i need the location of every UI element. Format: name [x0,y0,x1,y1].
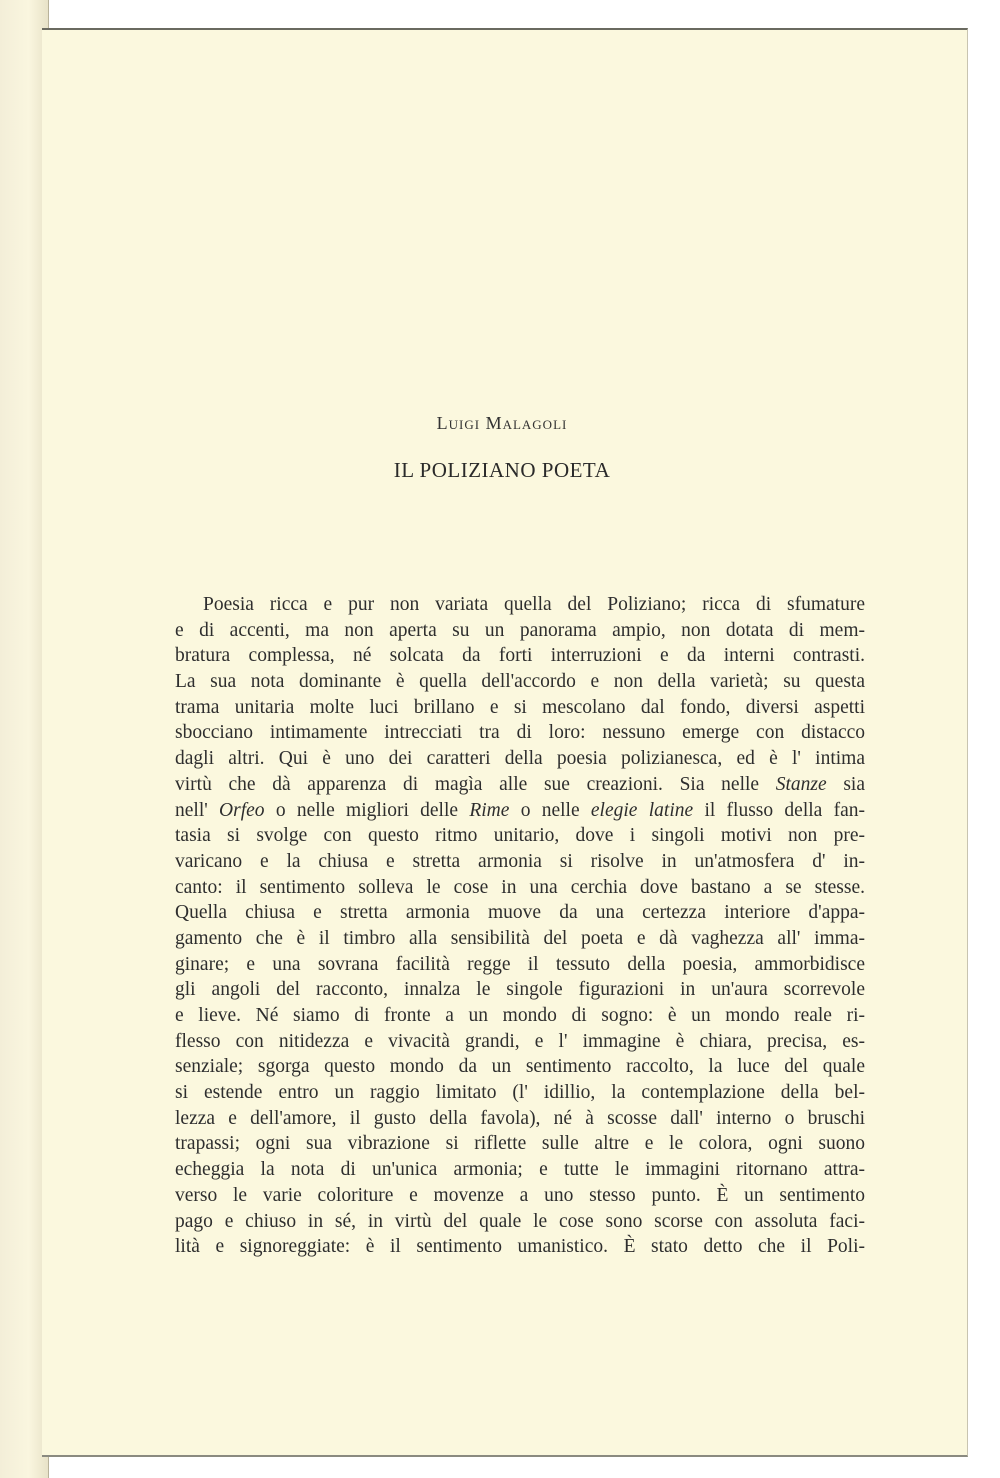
text-line [175,798,865,824]
text-line [175,1234,865,1260]
author-name: Luigi Malagoli [436,413,568,433]
text-line [175,1209,865,1235]
text-line-content: Poesia ricca e pur non variata quella del Poliziano; ricca di sfumature [203,594,865,615]
book-page [42,28,968,1457]
text-line [175,695,865,721]
text-line-content: bratura complessa, né solcata da forti interruzioni e da interni contrasti. [175,645,865,667]
text-line-content: flesso con nitidezza e vivacità grandi, e l' immagine è chiara, precisa, es- [175,1030,865,1052]
text-line [175,1157,865,1183]
text-run: o nelle migliori delle [264,799,470,821]
text-line-content: echeggia la nota di un'unica armonia; e tutte le immagini ritornano attra- [175,1159,865,1181]
text-line [175,592,865,618]
text-run: sia [826,773,866,795]
text-line-content: gamento che è il timbro alla sensibilità del poeta e dà vaghezza all' imma- [175,927,865,949]
text-line-content: Quella chiusa e stretta armonia muove da una certezza interiore d'appa- [175,902,865,924]
italic-title: Stanze [775,773,827,795]
text-line-content: dagli altri. Qui è uno dei caratteri della poesia polizianesca, ed è l' intima [175,748,865,770]
text-run: il flusso della fan- [693,799,865,821]
text-line-content: varicano e la chiusa e stretta armonia si risolve in un'atmosfera d' in- [175,850,865,872]
text-line [175,1106,865,1132]
italic-title: Orfeo [219,799,265,821]
text-line-content: senziale; sgorga questo mondo da un sentimento raccolto, la luce del quale [175,1056,865,1078]
text-line [175,669,865,695]
text-line [175,746,865,772]
text-line [175,1080,865,1106]
text-line-content [175,800,865,821]
text-line [175,823,865,849]
text-line-content: e di accenti, ma non aperta su un panorama ampio, non dotata di mem- [175,619,865,641]
text-line [175,875,865,901]
text-line-content: La sua nota dominante è quella dell'accordo e non della varietà; su questa [175,671,865,693]
italic-title: elegie latine [590,799,694,821]
text-line-content: lezza e dell'amore, il gusto della favola), né à scosse dall' interno o bruschi [175,1107,865,1129]
text-line-content: canto: il sentimento solleva le cose in una cerchia dove bastano a se stesse. [175,876,865,898]
text-line-content: si estende entro un raggio limitato (l' idillio, la contemplazione della bel- [175,1082,865,1104]
text-line [175,643,865,669]
text-line [175,618,865,644]
text-run: o nelle [509,799,591,821]
text-line-content [175,774,865,795]
text-line-content: sbocciano intimamente intrecciati tra di loro: nessuno emerge con distacco [175,722,865,744]
text-line [175,1131,865,1157]
text-run: virtù che dà apparenza di magìa alle sue creazioni. Sia nelle [175,773,776,795]
text-line [175,952,865,978]
text-line [175,1054,865,1080]
text-line [175,772,865,798]
text-line [175,849,865,875]
italic-title: Rime [469,799,510,821]
article-title: IL POLIZIANO POETA [393,458,611,482]
text-line-content: lità e signoreggiate: è il sentimento umanistico. È stato detto che il Poli- [175,1236,865,1258]
text-line-content: trapassi; ogni sua vibrazione si riflette sulle altre e le colora, ogni suono [175,1133,865,1155]
text-line-content: ginare; e una sovrana facilità regge il tessuto della poesia, ammorbidisce [175,953,865,975]
text-line [175,977,865,1003]
text-line-content: pago e chiuso in sé, in virtù del quale le cose sono scorse con assoluta faci- [175,1210,865,1232]
text-line [175,720,865,746]
text-line-content: trama unitaria molte luci brillano e si mescolano dal fondo, diversi aspetti [175,696,865,718]
text-line [175,1003,865,1029]
text-line [175,926,865,952]
text-line-content: e lieve. Né siamo di fronte a un mondo di sogno: è un mondo reale ri- [175,1005,865,1026]
body-paragraph [175,592,865,1260]
text-line [175,1029,865,1055]
text-line-content: tasia si svolge con questo ritmo unitario, dove i singoli motivi non pre- [175,825,865,847]
text-line [175,900,865,926]
text-run: nell' [175,799,220,821]
text-line-content: gli angoli del racconto, innalza le singole figurazioni in un'aura scorrevole [175,979,865,1001]
text-line-content: verso le varie coloriture e movenze a uno stesso punto. È un sentimento [175,1184,865,1206]
text-line [175,1183,865,1209]
